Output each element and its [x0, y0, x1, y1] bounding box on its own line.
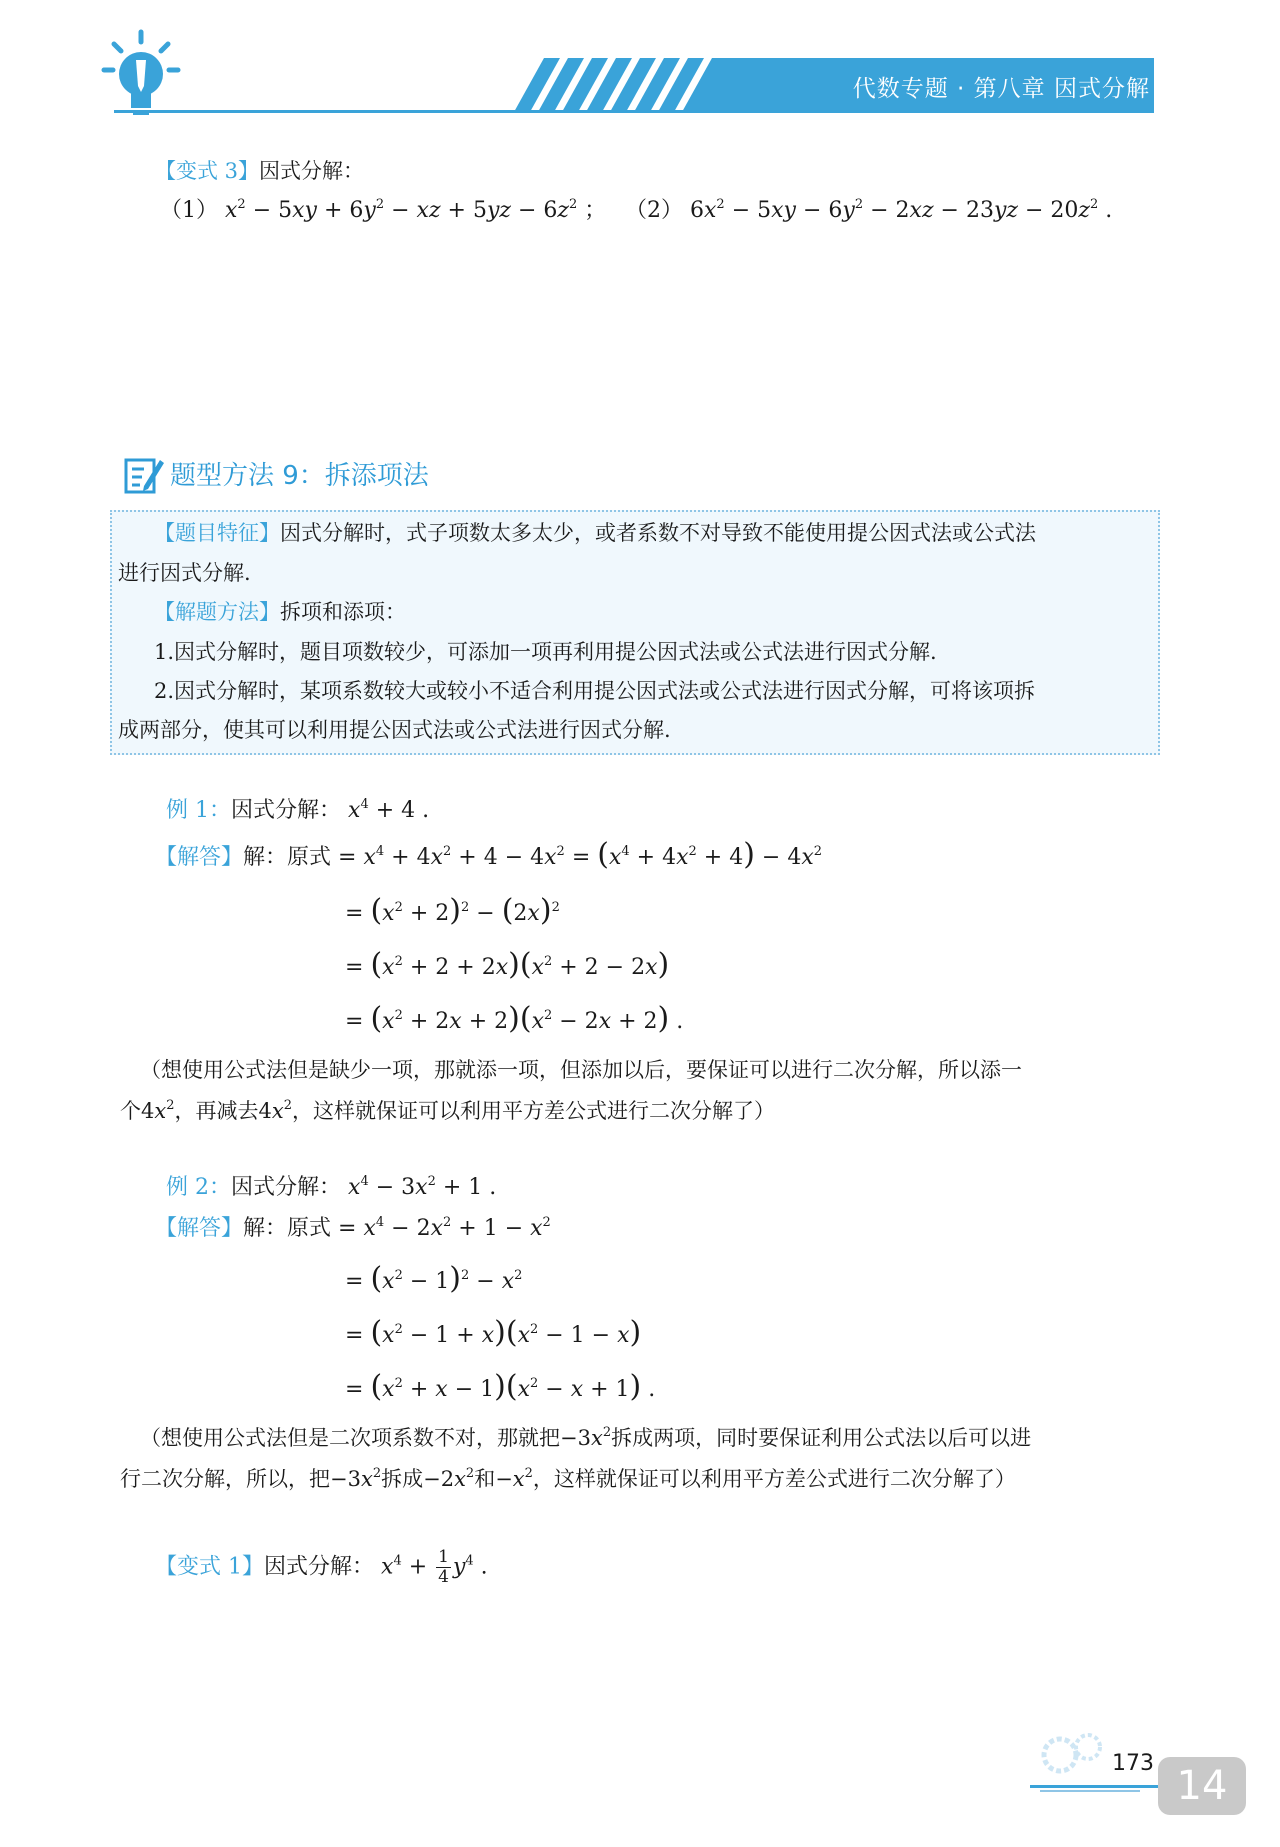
- solve-tag: 【解题方法】: [154, 600, 280, 624]
- solve-text: 拆项和添项：: [280, 600, 406, 624]
- variant1-prompt: 因式分解：: [264, 1554, 375, 1580]
- example2-step-2: = $(x^2 - 1)^2 - x^2$: [345, 1261, 523, 1296]
- example2-prompt: 因式分解：: [231, 1175, 342, 1200]
- example1-prompt: 因式分解：: [231, 798, 342, 823]
- note-part: 拆成: [381, 1467, 424, 1491]
- example1-note-1: （想使用公式法但是缺少一项，那就添一项，但添加以后，要保证可以进行二次分解，所以添一: [140, 1058, 1022, 1082]
- example1-note-2: 个$4x^2$，再减去$4x^2$，这样就保证可以利用平方差公式进行二次分解了）: [120, 1098, 775, 1123]
- feature-line-1: [154, 518, 1036, 548]
- method-box: [110, 510, 1160, 755]
- note-part: ，这样就保证可以利用平方差公式进行二次分解了）: [292, 1099, 775, 1123]
- q1-label: （1）: [160, 198, 218, 223]
- example1-label: 例 1：: [166, 798, 231, 823]
- variant3-q2: （2） $6x^2 - 5xy - 6y^2 - 2xz - 23yz - 20z^2$ .: [625, 197, 1113, 223]
- variant1-question: 【变式 1】因式分解： $x^4$ + $\frac{1}{4}$ $y^4$ .: [155, 1547, 488, 1587]
- variant1-tag: 【变式 1】: [155, 1554, 264, 1580]
- example1-question: 例 1：因式分解： $x^4 + 4$ .: [166, 797, 430, 823]
- page-badge[interactable]: 14: [1158, 1757, 1246, 1815]
- example1-step-4: = $(x^2 + 2x + 2)(x^2 - 2x + 2)$ .: [345, 1001, 684, 1036]
- feature-tag: 【题目特征】: [154, 521, 280, 545]
- example1-answer-line-1: 【解答】解：原式 = $x^4 + 4x^2 + 4 - 4x^2 = (x^4 + 4x^2 + 4) - 4x^2$: [155, 837, 823, 872]
- example2-answer-tag: 【解答】: [155, 1216, 244, 1241]
- note-part: 拆成两项，同时要保证利用公式法以后可以进: [611, 1426, 1032, 1450]
- note-part: （想使用公式法但是二次项系数不对，那就把: [140, 1426, 560, 1450]
- method-point-2b: 成两部分，使其可以利用提公因式法或公式法进行因式分解.: [118, 718, 671, 742]
- feature-text-2: 进行因式分解.: [118, 561, 251, 585]
- example2-step-4: = $(x^2 + x - 1)(x^2 - x + 1)$ .: [345, 1369, 656, 1404]
- example1-answer-prefix: 解：原式: [243, 845, 332, 870]
- example2-answer-prefix: 解：原式: [243, 1216, 332, 1241]
- q2-label: （2）: [625, 198, 683, 223]
- feature-text-1: 因式分解时，式子项数太多太少，或者系数不对导致不能使用提公因式法或公式法: [280, 521, 1036, 545]
- example2-answer-line-1: 【解答】解：原式 = $x^4 - 2x^2 + 1 - x^2$: [155, 1215, 551, 1241]
- page-number: 173: [1112, 1751, 1154, 1776]
- chapter-title: 代数专题 · 第八章 因式分解: [852, 76, 1150, 102]
- solve-line: [154, 597, 406, 627]
- note-part: ，再减去: [174, 1099, 259, 1123]
- method-point-2a: 2.因式分解时，某项系数较大或较小不适合利用提公因式法或公式法进行因式分解，可将该项拆: [154, 679, 1036, 703]
- method-point-1: 1.因式分解时，题目项数较少，可添加一项再利用提公因式法或公式法进行因式分解.: [154, 640, 937, 664]
- variant3-tag: 【变式 3】: [155, 159, 260, 183]
- example2-note-1: （想使用公式法但是二次项系数不对，那就把$-3x^2$拆成两项，同时要保证利用公式法以后可以进: [140, 1425, 1032, 1450]
- edit-note-icon: [124, 456, 164, 498]
- example2-question: 例 2：因式分解： $x^4 - 3x^2 + 1$ .: [166, 1174, 497, 1200]
- note-part: 行二次分解，所以，把: [120, 1467, 330, 1491]
- example2-label: 例 2：: [166, 1175, 231, 1200]
- variant3-prompt: 因式分解：: [259, 159, 365, 183]
- note-part: ，这样就保证可以利用平方差公式进行二次分解了）: [532, 1467, 1016, 1491]
- example1-answer-tag: 【解答】: [155, 845, 244, 870]
- example2-note-2: 行二次分解，所以，把$-3x^2$拆成$-2x^2$和$-x^2$，这样就保证可以利用平方差公式进行二次分解了）: [120, 1466, 1016, 1491]
- note-part: 和: [474, 1467, 496, 1491]
- variant3-q1: （1） $x^2 - 5xy + 6y^2$ − xz + $5yz - 6z^2$ ；: [160, 197, 607, 223]
- example1-step-3: = $(x^2 + 2 + 2x)(x^2 + 2 - 2x)$: [345, 947, 670, 982]
- variant3-heading: [155, 156, 364, 186]
- footer-rule: [1030, 1778, 1170, 1788]
- example2-step-3: = $(x^2 - 1 + x)(x^2 - 1 - x)$: [345, 1315, 642, 1350]
- method-title: 题型方法 9：拆添项法: [170, 461, 429, 491]
- example1-step-2: = $(x^2 + 2)^2 - (2x)^2$: [345, 893, 560, 928]
- note-part: 个: [120, 1099, 141, 1123]
